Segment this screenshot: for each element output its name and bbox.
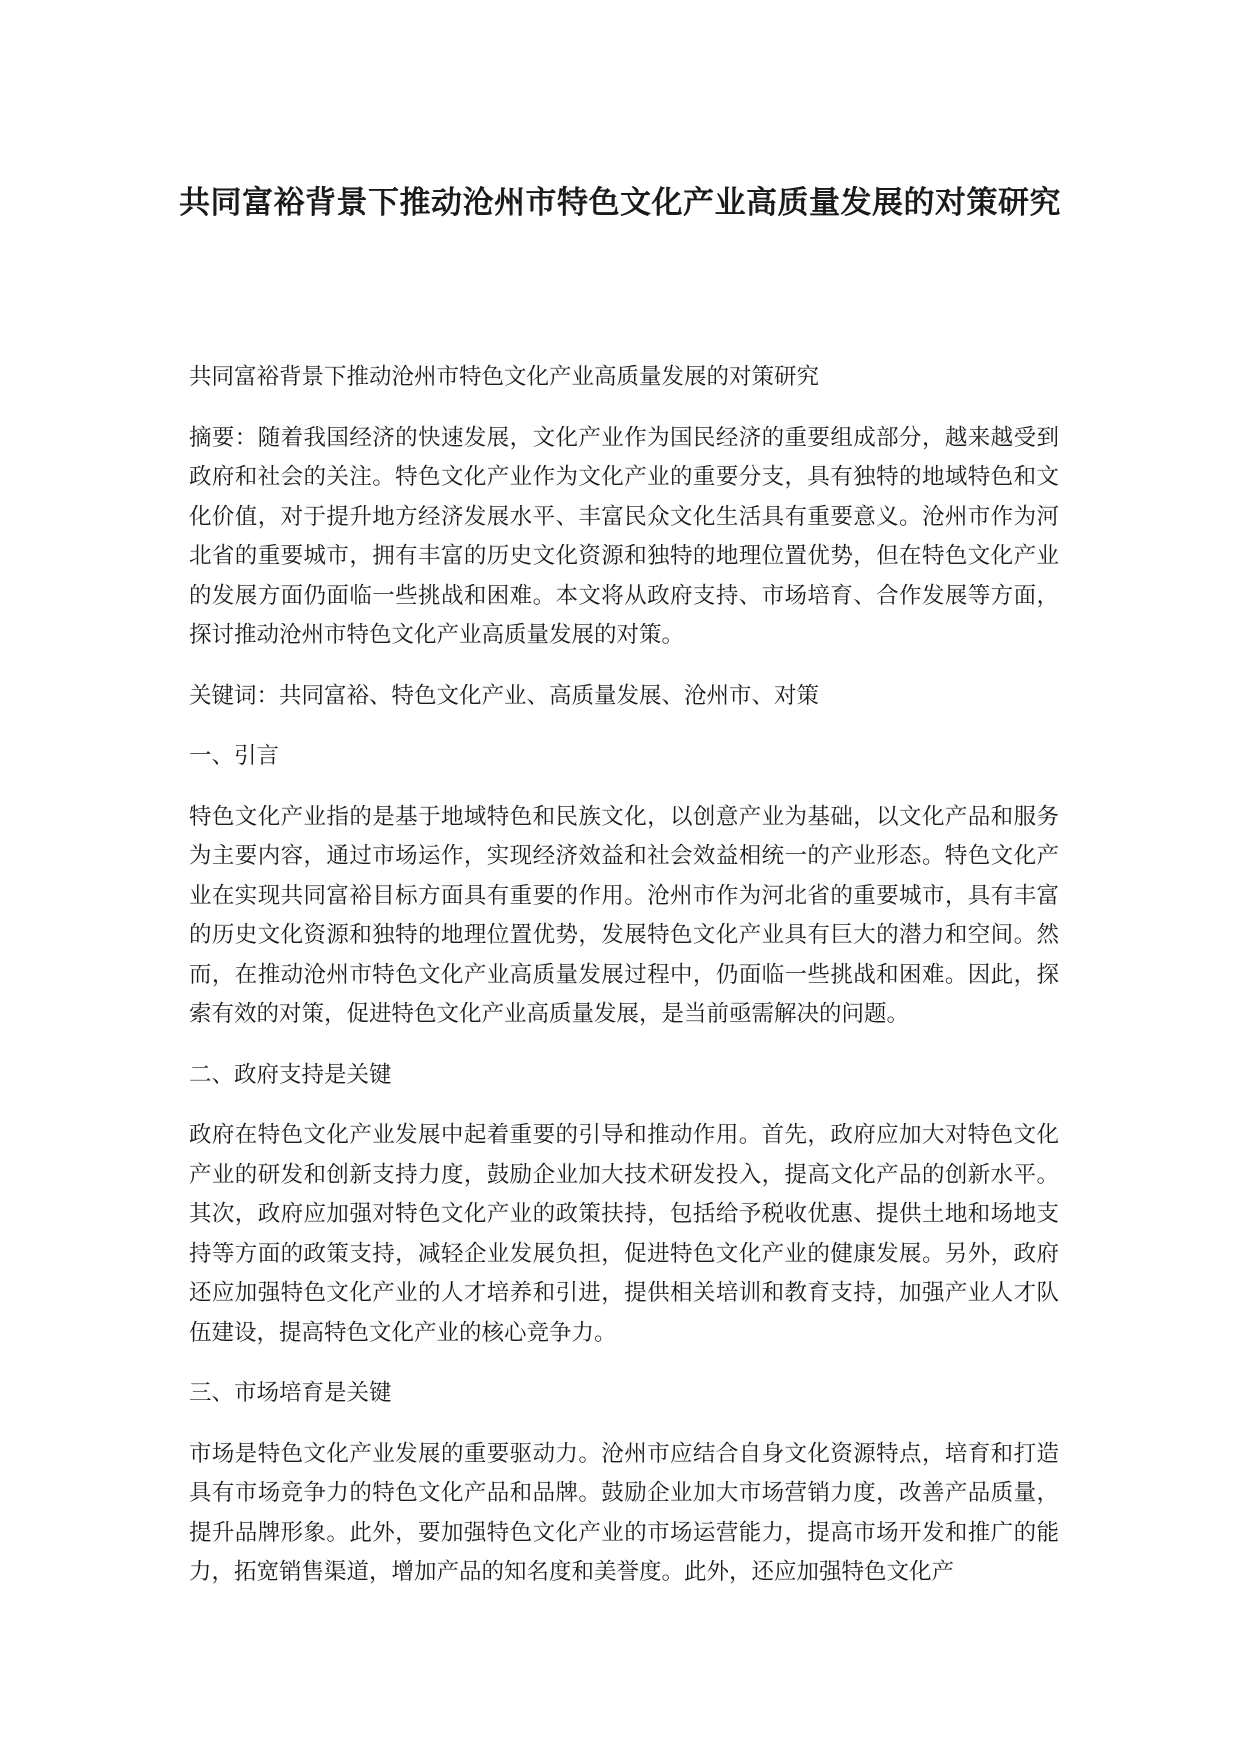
market-cultivation-paragraph: 市场是特色文化产业发展的重要驱动力。沧州市应结合自身文化资源特点，培育和打造具有市场竞争力的特色文化产品和品牌。鼓励企业加大市场营销力度，改善产品质量，提升品牌形象。此外，要加强特色文化产业的市场运营能力，提高市场开发和推广的能力，拓宽销售渠道，增加产品的知名度和美誉度。此外，还应加强特色文化产 [189,1440,1059,1585]
keywords-line: 关键词：共同富裕、特色文化产业、高质量发展、沧州市、对策 [189,682,820,709]
subtitle-line: 共同富裕背景下推动沧州市特色文化产业高质量发展的对策研究 [189,364,820,390]
section-heading-market-cultivation: 三、市场培育是关键 [189,1380,392,1406]
section-heading-introduction: 一、引言 [189,743,280,769]
government-support-paragraph: 政府在特色文化产业发展中起着重要的引导和推动作用。首先，政府应加大对特色文化产业的研发和创新支持力度，鼓励企业加大技术研发投入，提高文化产品的创新水平。其次，政府应加强对特色文化产业的政策扶持，包括给予税收优惠、提供土地和场地支持等方面的政策支持，减轻企业发展负担，促进特色文化产业的健康发展。另外，政府还应加强特色文化产业的人才培养和引进，提供相关培训和教育支持，加强产业人才队伍建设，提高特色文化产业的核心竞争力。 [189,1122,1059,1346]
document-body [189,358,1059,1614]
introduction-paragraph: 特色文化产业指的是基于地域特色和民族文化，以创意产业为基础，以文化产品和服务为主要内容，通过市场运作，实现经济效益和社会效益相统一的产业形态。特色文化产业在实现共同富裕目标方面具有重要的作用。沧州市作为河北省的重要城市，具有丰富的历史文化资源和独特的地理位置优势，发展特色文化产业具有巨大的潜力和空间。然而，在推动沧州市特色文化产业高质量发展过程中，仍面临一些挑战和困难。因此，探索有效的对策，促进特色文化产业高质量发展，是当前亟需解决的问题。 [189,803,1059,1027]
section-heading-government-support: 二、政府支持是关键 [189,1061,392,1088]
abstract-paragraph: 摘要：随着我国经济的快速发展，文化产业作为国民经济的重要组成部分，越来越受到政府和社会的关注。特色文化产业作为文化产业的重要分支，具有独特的地域特色和文化价值，对于提升地方经济发展水平、丰富民众文化生活具有重要意义。沧州市作为河北省的重要城市，拥有丰富的历史文化资源和独特的地理位置优势，但在特色文化产业的发展方面仍面临一些挑战和困难。本文将从政府支持、市场培育、合作发展等方面，探讨推动沧州市特色文化产业高质量发展的对策。 [189,424,1059,648]
document-title: 共同富裕背景下推动沧州市特色文化产业高质量发展的对策研究 [179,185,1061,221]
